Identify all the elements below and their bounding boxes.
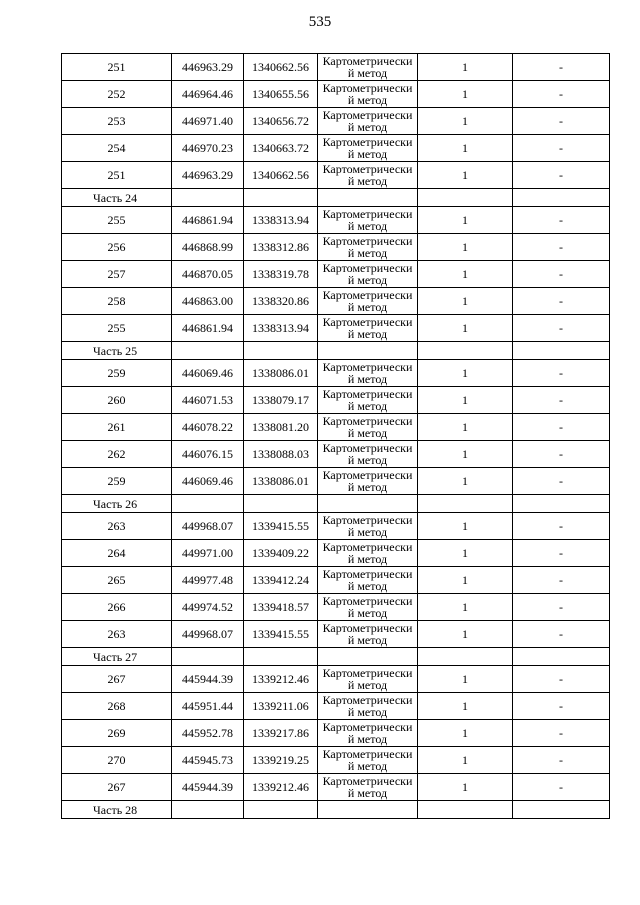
x-coordinate-cell: 446868.99 bbox=[172, 234, 244, 261]
note-cell: - bbox=[513, 594, 610, 621]
note-cell: - bbox=[513, 288, 610, 315]
note-cell: - bbox=[513, 468, 610, 495]
empty-cell bbox=[244, 801, 318, 819]
table-row bbox=[62, 135, 610, 162]
x-coordinate-cell: 446863.00 bbox=[172, 288, 244, 315]
table-row bbox=[62, 747, 610, 774]
point-number-cell: 266 bbox=[62, 594, 172, 621]
accuracy-cell: 1 bbox=[418, 81, 513, 108]
accuracy-cell: 1 bbox=[418, 441, 513, 468]
table-row bbox=[62, 693, 610, 720]
method-text-line2: й метод bbox=[347, 147, 388, 161]
method-text-line1: Картометрически bbox=[322, 468, 413, 482]
method-text-line2: й метод bbox=[347, 678, 388, 692]
y-coordinate-cell: 1338086.01 bbox=[244, 360, 318, 387]
method-cell bbox=[318, 162, 418, 189]
accuracy-cell: 1 bbox=[418, 108, 513, 135]
empty-cell bbox=[318, 648, 418, 666]
method-text-line2: й метод bbox=[347, 66, 388, 80]
x-coordinate-cell: 446964.46 bbox=[172, 81, 244, 108]
method-cell bbox=[318, 207, 418, 234]
accuracy-cell: 1 bbox=[418, 315, 513, 342]
point-number-cell: 270 bbox=[62, 747, 172, 774]
table-row bbox=[62, 414, 610, 441]
part-header-row bbox=[62, 801, 610, 819]
point-number-cell: 254 bbox=[62, 135, 172, 162]
point-number-cell: 259 bbox=[62, 360, 172, 387]
method-text-line1: Картометрически bbox=[322, 288, 413, 302]
method-text-line1: Картометрически bbox=[322, 414, 413, 428]
method-text-line1: Картометрически bbox=[322, 441, 413, 455]
x-coordinate-cell: 449977.48 bbox=[172, 567, 244, 594]
part-header-row bbox=[62, 648, 610, 666]
method-cell bbox=[318, 414, 418, 441]
point-number-cell: 264 bbox=[62, 540, 172, 567]
accuracy-cell: 1 bbox=[418, 135, 513, 162]
y-coordinate-cell: 1340656.72 bbox=[244, 108, 318, 135]
point-number-cell: 267 bbox=[62, 774, 172, 801]
y-coordinate-cell: 1339409.22 bbox=[244, 540, 318, 567]
empty-cell bbox=[418, 648, 513, 666]
method-text-line2: й метод bbox=[347, 759, 388, 773]
y-coordinate-cell: 1338319.78 bbox=[244, 261, 318, 288]
method-text-line1: Картометрически bbox=[322, 513, 413, 527]
method-text-line1: Картометрически bbox=[322, 135, 413, 149]
empty-cell bbox=[418, 189, 513, 207]
accuracy-cell: 1 bbox=[418, 468, 513, 495]
table-row bbox=[62, 468, 610, 495]
point-number-cell: 265 bbox=[62, 567, 172, 594]
method-cell bbox=[318, 567, 418, 594]
point-number-cell: 255 bbox=[62, 207, 172, 234]
empty-cell bbox=[172, 801, 244, 819]
method-cell bbox=[318, 720, 418, 747]
point-number-cell: 263 bbox=[62, 513, 172, 540]
x-coordinate-cell: 446078.22 bbox=[172, 414, 244, 441]
table-row bbox=[62, 54, 610, 81]
accuracy-cell: 1 bbox=[418, 720, 513, 747]
method-text-line1: Картометрически bbox=[322, 621, 413, 635]
table-row bbox=[62, 513, 610, 540]
method-text-line1: Картометрически bbox=[322, 747, 413, 761]
table-row bbox=[62, 108, 610, 135]
note-cell: - bbox=[513, 441, 610, 468]
method-text-line2: й метод bbox=[347, 705, 388, 719]
y-coordinate-cell: 1338312.86 bbox=[244, 234, 318, 261]
point-number-cell: 251 bbox=[62, 162, 172, 189]
method-text-line1: Картометрически bbox=[322, 360, 413, 374]
table-row bbox=[62, 774, 610, 801]
method-cell bbox=[318, 666, 418, 693]
accuracy-cell: 1 bbox=[418, 594, 513, 621]
note-cell: - bbox=[513, 261, 610, 288]
method-cell bbox=[318, 135, 418, 162]
y-coordinate-cell: 1339418.57 bbox=[244, 594, 318, 621]
accuracy-cell: 1 bbox=[418, 774, 513, 801]
x-coordinate-cell: 446971.40 bbox=[172, 108, 244, 135]
x-coordinate-cell: 446870.05 bbox=[172, 261, 244, 288]
method-cell bbox=[318, 81, 418, 108]
note-cell: - bbox=[513, 774, 610, 801]
method-text-line2: й метод bbox=[347, 120, 388, 134]
method-text-line1: Картометрически bbox=[322, 261, 413, 275]
empty-cell bbox=[172, 189, 244, 207]
method-text-line2: й метод bbox=[347, 327, 388, 341]
x-coordinate-cell: 445952.78 bbox=[172, 720, 244, 747]
method-text-line2: й метод bbox=[347, 93, 388, 107]
accuracy-cell: 1 bbox=[418, 261, 513, 288]
table-row bbox=[62, 666, 610, 693]
method-text-line2: й метод bbox=[347, 633, 388, 647]
note-cell: - bbox=[513, 234, 610, 261]
method-cell bbox=[318, 234, 418, 261]
y-coordinate-cell: 1340655.56 bbox=[244, 81, 318, 108]
empty-cell bbox=[318, 189, 418, 207]
y-coordinate-cell: 1338313.94 bbox=[244, 207, 318, 234]
y-coordinate-cell: 1340662.56 bbox=[244, 162, 318, 189]
method-text-line1: Картометрически bbox=[322, 315, 413, 329]
table-row bbox=[62, 288, 610, 315]
note-cell: - bbox=[513, 720, 610, 747]
accuracy-cell: 1 bbox=[418, 288, 513, 315]
table-row bbox=[62, 567, 610, 594]
note-cell: - bbox=[513, 315, 610, 342]
x-coordinate-cell: 449968.07 bbox=[172, 513, 244, 540]
y-coordinate-cell: 1339219.25 bbox=[244, 747, 318, 774]
coordinates-table-body bbox=[62, 54, 610, 819]
method-text-line2: й метод bbox=[347, 552, 388, 566]
empty-cell bbox=[513, 495, 610, 513]
point-number-cell: 255 bbox=[62, 315, 172, 342]
method-cell bbox=[318, 747, 418, 774]
note-cell: - bbox=[513, 54, 610, 81]
y-coordinate-cell: 1339212.46 bbox=[244, 774, 318, 801]
accuracy-cell: 1 bbox=[418, 360, 513, 387]
y-coordinate-cell: 1339217.86 bbox=[244, 720, 318, 747]
accuracy-cell: 1 bbox=[418, 747, 513, 774]
x-coordinate-cell: 445951.44 bbox=[172, 693, 244, 720]
note-cell: - bbox=[513, 666, 610, 693]
accuracy-cell: 1 bbox=[418, 666, 513, 693]
method-text-line1: Картометрически bbox=[322, 567, 413, 581]
method-text-line2: й метод bbox=[347, 606, 388, 620]
note-cell: - bbox=[513, 108, 610, 135]
empty-cell bbox=[244, 342, 318, 360]
method-text-line1: Картометрически bbox=[322, 54, 413, 68]
point-number-cell: 251 bbox=[62, 54, 172, 81]
method-text-line1: Картометрически bbox=[322, 207, 413, 221]
table-row bbox=[62, 387, 610, 414]
x-coordinate-cell: 446963.29 bbox=[172, 162, 244, 189]
method-text-line1: Картометрически bbox=[322, 234, 413, 248]
point-number-cell: 252 bbox=[62, 81, 172, 108]
note-cell: - bbox=[513, 162, 610, 189]
table-row bbox=[62, 594, 610, 621]
x-coordinate-cell: 446069.46 bbox=[172, 468, 244, 495]
method-text-line1: Картометрически bbox=[322, 540, 413, 554]
method-text-line2: й метод bbox=[347, 372, 388, 386]
method-cell bbox=[318, 621, 418, 648]
note-cell: - bbox=[513, 567, 610, 594]
method-cell bbox=[318, 594, 418, 621]
empty-cell bbox=[318, 342, 418, 360]
part-label: Часть 27 bbox=[62, 648, 172, 666]
x-coordinate-cell: 449968.07 bbox=[172, 621, 244, 648]
method-text-line2: й метод bbox=[347, 480, 388, 494]
method-cell bbox=[318, 315, 418, 342]
method-text-line2: й метод bbox=[347, 426, 388, 440]
page-number: 535 bbox=[308, 14, 332, 30]
y-coordinate-cell: 1340662.56 bbox=[244, 54, 318, 81]
note-cell: - bbox=[513, 747, 610, 774]
empty-cell bbox=[513, 342, 610, 360]
y-coordinate-cell: 1338079.17 bbox=[244, 387, 318, 414]
method-cell bbox=[318, 513, 418, 540]
method-text-line1: Картометрически bbox=[322, 387, 413, 401]
method-text-line2: й метод bbox=[347, 399, 388, 413]
accuracy-cell: 1 bbox=[418, 387, 513, 414]
y-coordinate-cell: 1338313.94 bbox=[244, 315, 318, 342]
empty-cell bbox=[513, 801, 610, 819]
table-row bbox=[62, 360, 610, 387]
method-cell bbox=[318, 540, 418, 567]
method-cell bbox=[318, 441, 418, 468]
accuracy-cell: 1 bbox=[418, 567, 513, 594]
accuracy-cell: 1 bbox=[418, 693, 513, 720]
y-coordinate-cell: 1339211.06 bbox=[244, 693, 318, 720]
method-text-line1: Картометрически bbox=[322, 162, 413, 176]
method-cell bbox=[318, 468, 418, 495]
y-coordinate-cell: 1338320.86 bbox=[244, 288, 318, 315]
x-coordinate-cell: 446069.46 bbox=[172, 360, 244, 387]
point-number-cell: 263 bbox=[62, 621, 172, 648]
note-cell: - bbox=[513, 693, 610, 720]
table-row bbox=[62, 162, 610, 189]
method-text-line2: й метод bbox=[347, 246, 388, 260]
point-number-cell: 253 bbox=[62, 108, 172, 135]
part-header-row bbox=[62, 495, 610, 513]
method-text-line2: й метод bbox=[347, 525, 388, 539]
empty-cell bbox=[513, 189, 610, 207]
point-number-cell: 267 bbox=[62, 666, 172, 693]
empty-cell bbox=[418, 342, 513, 360]
empty-cell bbox=[244, 648, 318, 666]
method-cell bbox=[318, 54, 418, 81]
note-cell: - bbox=[513, 360, 610, 387]
x-coordinate-cell: 449974.52 bbox=[172, 594, 244, 621]
method-text-line1: Картометрически bbox=[322, 693, 413, 707]
point-number-cell: 261 bbox=[62, 414, 172, 441]
note-cell: - bbox=[513, 135, 610, 162]
empty-cell bbox=[172, 342, 244, 360]
y-coordinate-cell: 1339415.55 bbox=[244, 621, 318, 648]
x-coordinate-cell: 445944.39 bbox=[172, 774, 244, 801]
note-cell: - bbox=[513, 207, 610, 234]
table-row bbox=[62, 81, 610, 108]
accuracy-cell: 1 bbox=[418, 540, 513, 567]
x-coordinate-cell: 446970.23 bbox=[172, 135, 244, 162]
x-coordinate-cell: 445944.39 bbox=[172, 666, 244, 693]
y-coordinate-cell: 1340663.72 bbox=[244, 135, 318, 162]
accuracy-cell: 1 bbox=[418, 234, 513, 261]
accuracy-cell: 1 bbox=[418, 54, 513, 81]
point-number-cell: 257 bbox=[62, 261, 172, 288]
method-text-line2: й метод bbox=[347, 453, 388, 467]
table-row bbox=[62, 540, 610, 567]
method-cell bbox=[318, 360, 418, 387]
point-number-cell: 258 bbox=[62, 288, 172, 315]
method-text-line2: й метод bbox=[347, 174, 388, 188]
method-text-line2: й метод bbox=[347, 273, 388, 287]
note-cell: - bbox=[513, 414, 610, 441]
part-label: Часть 25 bbox=[62, 342, 172, 360]
y-coordinate-cell: 1338081.20 bbox=[244, 414, 318, 441]
table-row bbox=[62, 234, 610, 261]
method-cell bbox=[318, 108, 418, 135]
part-header-row bbox=[62, 342, 610, 360]
empty-cell bbox=[172, 648, 244, 666]
table-row bbox=[62, 720, 610, 747]
method-text-line2: й метод bbox=[347, 300, 388, 314]
x-coordinate-cell: 446963.29 bbox=[172, 54, 244, 81]
x-coordinate-cell: 446861.94 bbox=[172, 315, 244, 342]
part-label: Часть 26 bbox=[62, 495, 172, 513]
empty-cell bbox=[244, 495, 318, 513]
x-coordinate-cell: 449971.00 bbox=[172, 540, 244, 567]
method-cell bbox=[318, 387, 418, 414]
coordinates-table bbox=[61, 53, 610, 819]
y-coordinate-cell: 1338086.01 bbox=[244, 468, 318, 495]
method-text-line1: Картометрически bbox=[322, 774, 413, 788]
x-coordinate-cell: 446076.15 bbox=[172, 441, 244, 468]
empty-cell bbox=[513, 648, 610, 666]
accuracy-cell: 1 bbox=[418, 513, 513, 540]
y-coordinate-cell: 1339415.55 bbox=[244, 513, 318, 540]
note-cell: - bbox=[513, 621, 610, 648]
table-row bbox=[62, 207, 610, 234]
note-cell: - bbox=[513, 81, 610, 108]
point-number-cell: 259 bbox=[62, 468, 172, 495]
method-cell bbox=[318, 261, 418, 288]
note-cell: - bbox=[513, 513, 610, 540]
y-coordinate-cell: 1339412.24 bbox=[244, 567, 318, 594]
method-cell bbox=[318, 693, 418, 720]
empty-cell bbox=[318, 801, 418, 819]
point-number-cell: 262 bbox=[62, 441, 172, 468]
y-coordinate-cell: 1338088.03 bbox=[244, 441, 318, 468]
y-coordinate-cell: 1339212.46 bbox=[244, 666, 318, 693]
part-label: Часть 24 bbox=[62, 189, 172, 207]
point-number-cell: 256 bbox=[62, 234, 172, 261]
method-text-line2: й метод bbox=[347, 786, 388, 800]
point-number-cell: 260 bbox=[62, 387, 172, 414]
table-row bbox=[62, 261, 610, 288]
method-text-line2: й метод bbox=[347, 579, 388, 593]
method-cell bbox=[318, 774, 418, 801]
method-text-line2: й метод bbox=[347, 732, 388, 746]
table-row bbox=[62, 621, 610, 648]
table-row bbox=[62, 441, 610, 468]
method-text-line1: Картометрически bbox=[322, 108, 413, 122]
empty-cell bbox=[244, 189, 318, 207]
accuracy-cell: 1 bbox=[418, 162, 513, 189]
method-text-line1: Картометрически bbox=[322, 720, 413, 734]
accuracy-cell: 1 bbox=[418, 621, 513, 648]
point-number-cell: 268 bbox=[62, 693, 172, 720]
method-cell bbox=[318, 288, 418, 315]
part-header-row bbox=[62, 189, 610, 207]
method-text-line1: Картометрически bbox=[322, 81, 413, 95]
x-coordinate-cell: 445945.73 bbox=[172, 747, 244, 774]
empty-cell bbox=[318, 495, 418, 513]
empty-cell bbox=[418, 495, 513, 513]
table-row bbox=[62, 315, 610, 342]
note-cell: - bbox=[513, 387, 610, 414]
method-text-line1: Картометрически bbox=[322, 666, 413, 680]
method-text-line2: й метод bbox=[347, 219, 388, 233]
x-coordinate-cell: 446071.53 bbox=[172, 387, 244, 414]
accuracy-cell: 1 bbox=[418, 414, 513, 441]
method-text-line1: Картометрически bbox=[322, 594, 413, 608]
empty-cell bbox=[172, 495, 244, 513]
x-coordinate-cell: 446861.94 bbox=[172, 207, 244, 234]
note-cell: - bbox=[513, 540, 610, 567]
part-label: Часть 28 bbox=[62, 801, 172, 819]
accuracy-cell: 1 bbox=[418, 207, 513, 234]
empty-cell bbox=[418, 801, 513, 819]
point-number-cell: 269 bbox=[62, 720, 172, 747]
